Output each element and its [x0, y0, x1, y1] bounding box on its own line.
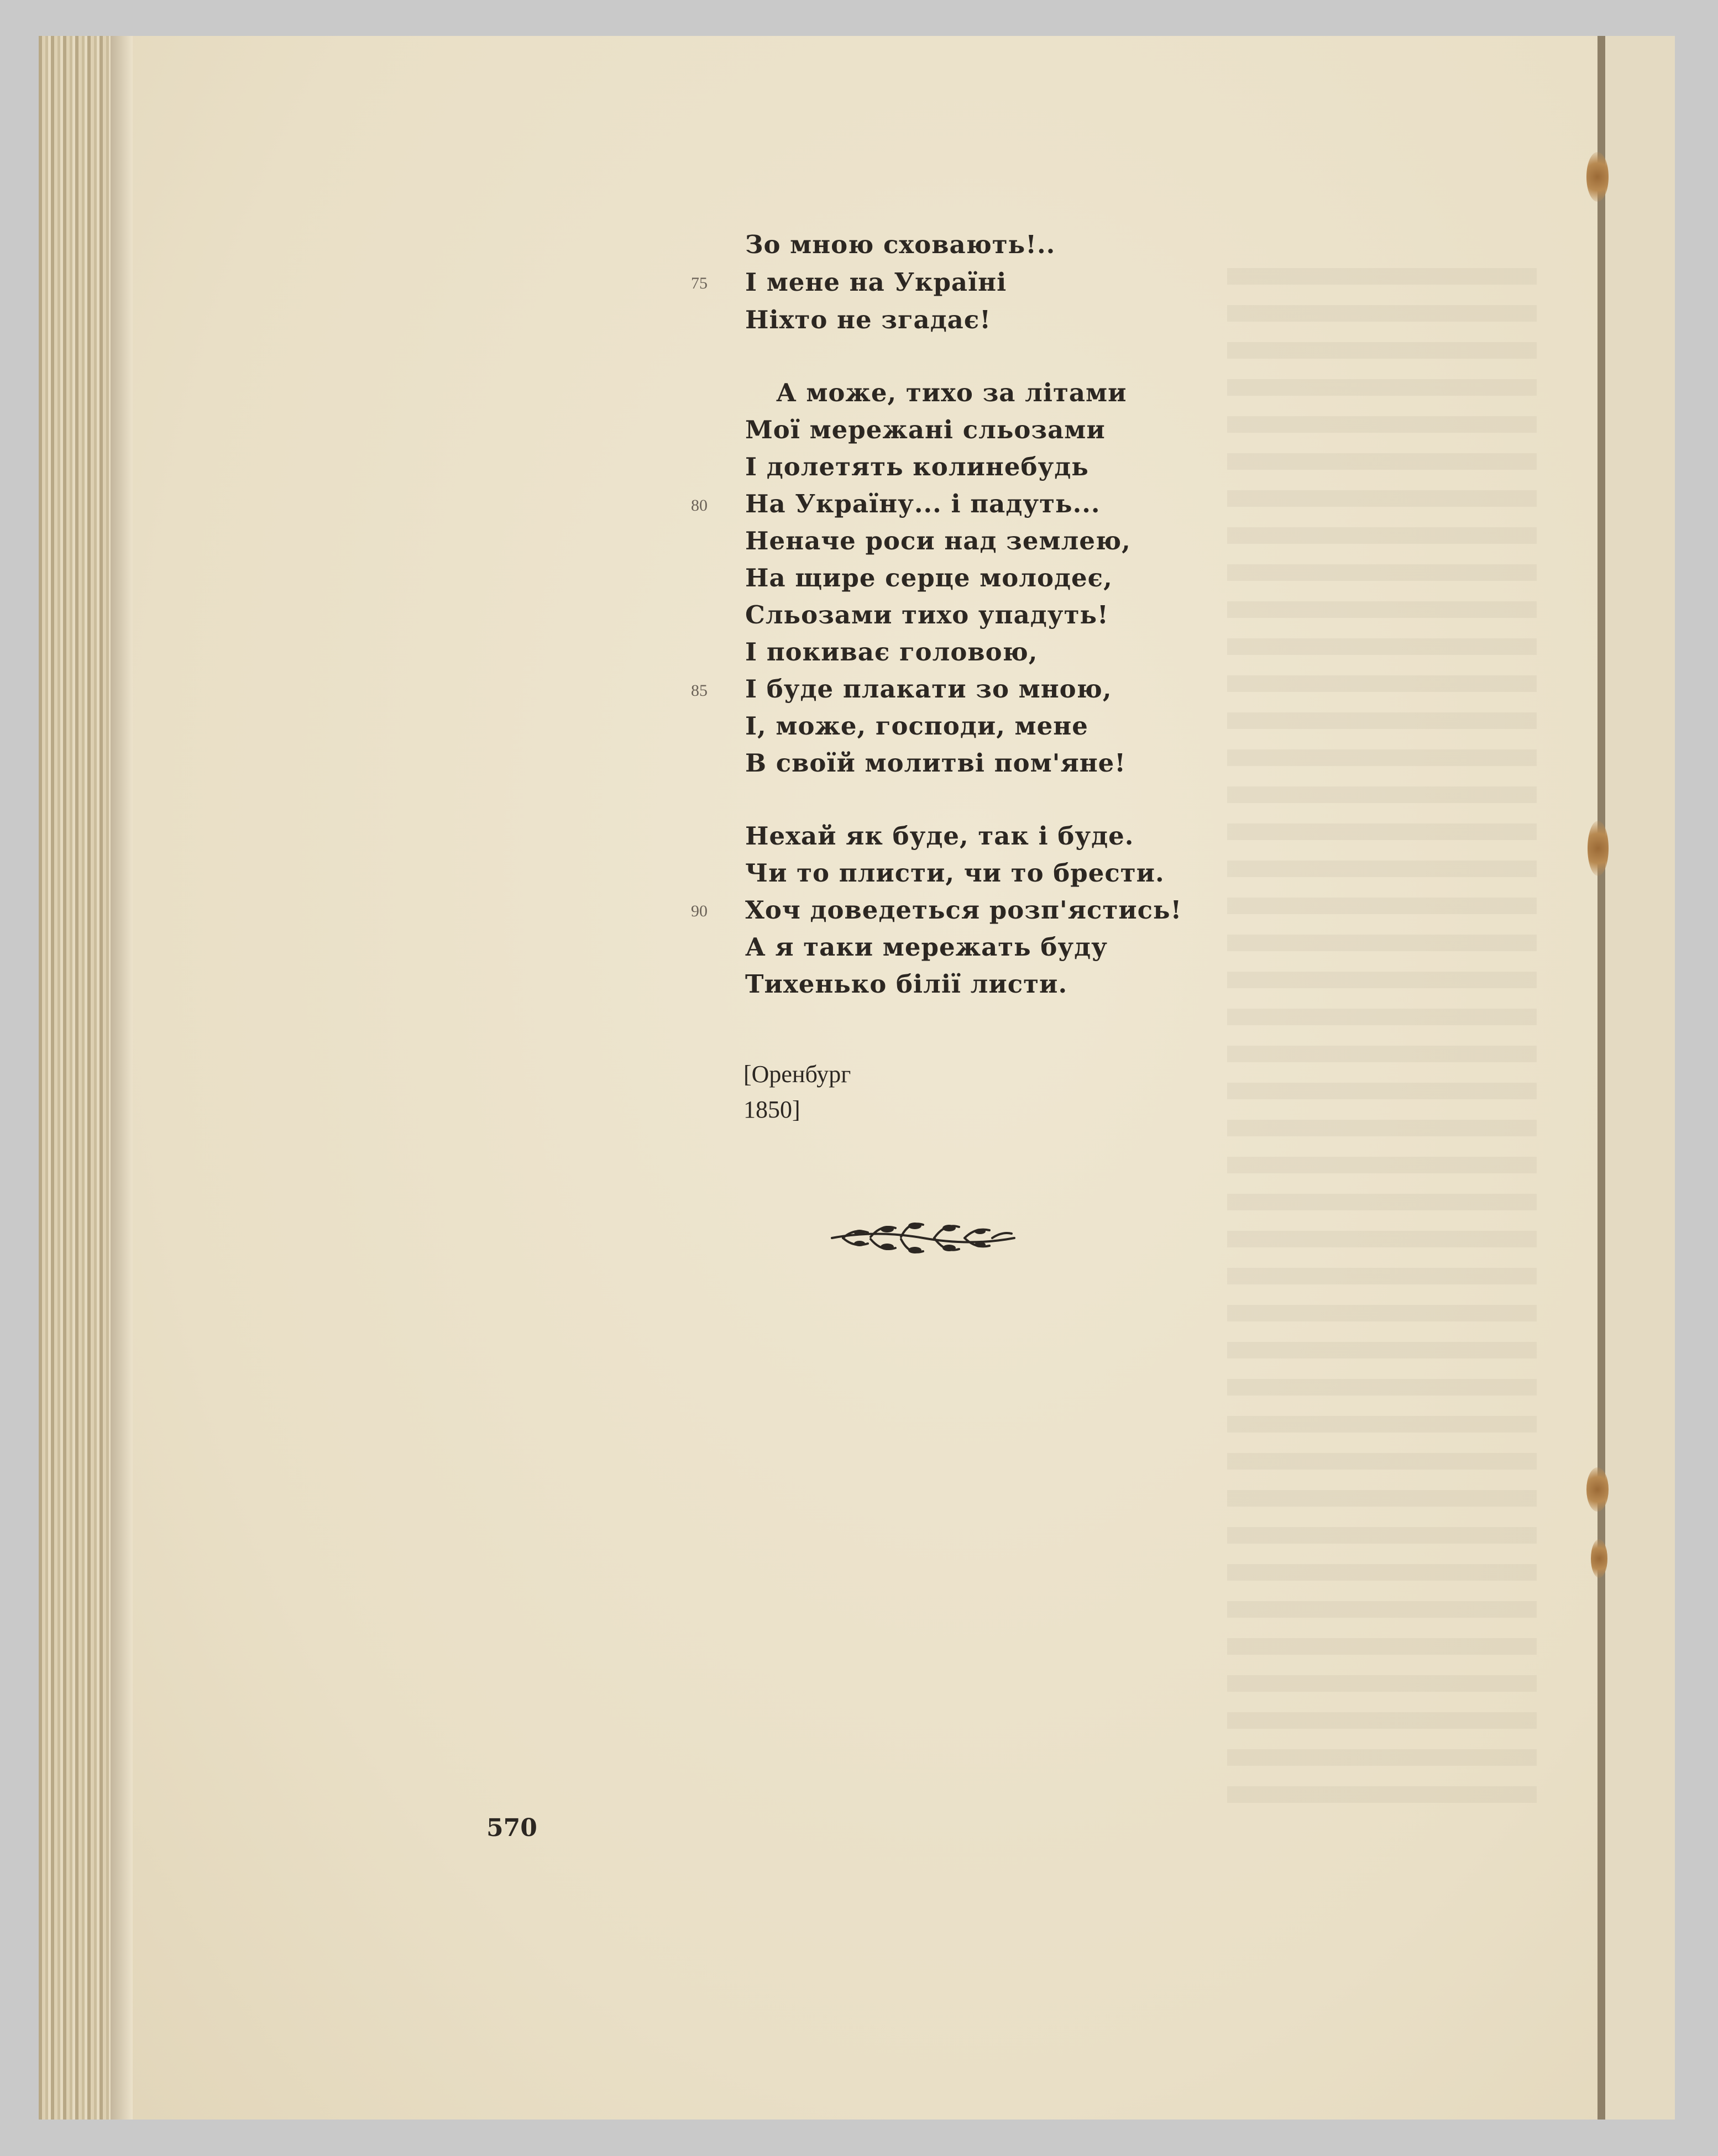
- signature-year: 1850]: [743, 1096, 800, 1123]
- poem-line: Неначе роси над землею,: [745, 526, 1131, 555]
- poem-line: В своїй молитві пом'яне!: [745, 748, 1127, 778]
- book-page: [133, 36, 1642, 2120]
- poem-line: І, може, господи, мене: [745, 711, 1088, 741]
- line-number: 85: [691, 681, 708, 700]
- poem-line: Мої мережані сльозами: [745, 415, 1106, 444]
- facing-page-edge: [1605, 36, 1675, 2120]
- poem-line: Ніхто не згадає!: [745, 305, 991, 334]
- paper-stain: [1591, 1539, 1607, 1578]
- page-number: 570: [486, 1814, 537, 1842]
- poem-line: На Україну... і падуть...: [745, 489, 1101, 518]
- paper-stain: [1586, 1467, 1609, 1512]
- line-number: 75: [691, 274, 708, 292]
- paper-stain: [1586, 152, 1609, 202]
- book-page-edges: [39, 36, 111, 2120]
- poem-line: І буде плакати зо мною,: [745, 674, 1112, 704]
- scanned-spread: [39, 36, 1675, 2120]
- poem-line: Сльозами тихо упадуть!: [745, 600, 1109, 630]
- book-gutter: [1597, 36, 1605, 2120]
- line-number: 90: [691, 902, 708, 920]
- line-number: 80: [691, 496, 708, 515]
- poem-line: А може, тихо за літами: [776, 378, 1127, 407]
- ornament-icon: [826, 1216, 1020, 1260]
- poem-line: Зо мною сховають!..: [745, 230, 1056, 259]
- poem-line: А я таки мережать буду: [745, 932, 1108, 962]
- poem-line: Нехай як буде, так і буде.: [745, 821, 1134, 851]
- poem-line: І долетять колинебудь: [745, 452, 1089, 481]
- poem-line: Чи то плисти, чи то брести.: [745, 858, 1165, 888]
- poem-line: Тихенько білії листи.: [745, 969, 1068, 999]
- bleed-through-text: [1227, 268, 1537, 1816]
- poem-line: На щире серце молодеє,: [745, 563, 1113, 592]
- poem-line: І покиває головою,: [745, 637, 1038, 667]
- paper-stain: [1588, 821, 1609, 876]
- poem-line: Хоч доведеться розп'ястись!: [745, 895, 1182, 925]
- poem-line: І мене на Україні: [745, 267, 1007, 297]
- signature-place: [Оренбург: [743, 1061, 851, 1088]
- page-edge-shadow: [111, 36, 133, 2120]
